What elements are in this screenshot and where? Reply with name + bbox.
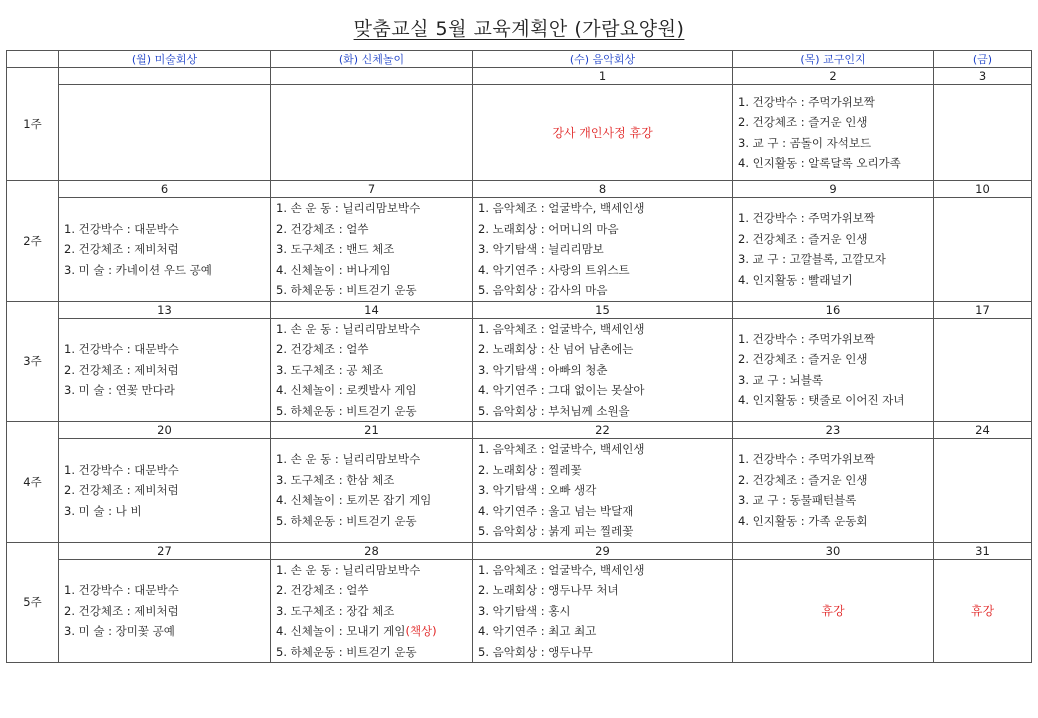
activity-item: 1. 음악체조 : 얼굴박수, 백세인생 <box>478 201 645 215</box>
activity-item: 2. 노래회상 : 어머니의 마음 <box>478 221 619 236</box>
activity-item: 3. 악기탐색 : 오빠 생각 <box>478 483 597 497</box>
date-cell: 28 <box>271 542 473 559</box>
activity-item: 3. 교 구 : 뇌블록 <box>738 372 824 387</box>
date-cell: 24 <box>934 422 1032 439</box>
activity-cell-monday <box>59 559 271 663</box>
activity-row <box>7 85 1032 181</box>
header-monday: (월) 미술회상 <box>59 51 271 68</box>
week-label: 2주 <box>7 181 59 302</box>
activity-item: 4. 인지활동 : 알록달록 오리가족 <box>738 156 901 170</box>
activity-cell-wednesday <box>473 198 733 302</box>
activity-item: 3. 도구체조 : 한삼 체조 <box>276 472 395 487</box>
activity-item: 1. 건강박수 : 대문박수 <box>64 342 179 356</box>
activity-item: 3. 미 술 : 나 비 <box>64 503 142 518</box>
activity-cell-monday <box>59 439 271 543</box>
activity-item: 2. 건강체조 : 제비처럼 <box>64 483 179 497</box>
activity-item: 2. 건강체조 : 제비처럼 <box>64 362 179 377</box>
activity-item: 4. 인지활동 : 가족 운동회 <box>738 513 868 528</box>
activity-row <box>7 439 1032 543</box>
activity-item: 4. 인지활동 : 빨래널기 <box>738 272 853 287</box>
activity-item: 2. 건강체조 : 얼쑤 <box>276 583 369 597</box>
activity-item: 2. 건강체조 : 즐거운 인생 <box>738 115 868 129</box>
activity-item: 4. 신체놀이 : 로켓발사 게임 <box>276 383 417 397</box>
activity-cell-wednesday <box>473 318 733 422</box>
date-cell-holiday: 15 <box>473 301 733 318</box>
activity-item: 1. 건강박수 : 대문박수 <box>64 221 179 236</box>
date-cell: 16 <box>733 301 934 318</box>
week-label: 1주 <box>7 68 59 181</box>
date-cell: 31 <box>934 542 1032 559</box>
date-cell <box>59 68 271 85</box>
activity-item: 1. 손 운 동 : 닐리리맘보박수 <box>276 452 421 467</box>
activity-item <box>276 621 472 642</box>
date-cell: 9 <box>733 181 934 198</box>
activity-item: 5. 하체운동 : 비트걷기 운동 <box>276 513 417 528</box>
date-cell: 8 <box>473 181 733 198</box>
activity-item: 1. 음악체조 : 얼굴박수, 백세인생 <box>478 562 645 577</box>
activity-cell-tuesday <box>271 559 473 663</box>
activity-item: 1. 손 운 동 : 닐리리맘보박수 <box>276 321 421 336</box>
header-row <box>7 51 1032 68</box>
date-cell: 30 <box>733 542 934 559</box>
desk-note: (책상) <box>405 624 437 638</box>
education-plan-table <box>6 50 1032 663</box>
activity-cell-friday <box>934 439 1032 543</box>
date-row <box>7 301 1032 318</box>
activity-cell-thursday <box>733 198 934 302</box>
activity-item: 2. 건강체조 : 즐거운 인생 <box>738 472 868 487</box>
date-cell: 23 <box>733 422 934 439</box>
activity-cell-friday <box>934 85 1032 181</box>
week-label: 5주 <box>7 542 59 663</box>
header-corner <box>7 51 59 68</box>
week-label: 4주 <box>7 422 59 543</box>
date-row <box>7 181 1032 198</box>
activity-item: 5. 음악회상 : 부처님께 소원을 <box>478 403 630 418</box>
activity-cell-tuesday <box>271 198 473 302</box>
date-row <box>7 68 1032 85</box>
activity-item: 1. 건강박수 : 대문박수 <box>64 583 179 597</box>
holiday-note: 휴강 <box>733 559 934 663</box>
activity-row <box>7 318 1032 422</box>
activity-cell-thursday <box>733 85 934 181</box>
activity-item: 4. 악기연주 : 그대 없이는 못살아 <box>478 383 645 397</box>
activity-item: 3. 미 술 : 장미꽃 공예 <box>64 624 175 638</box>
activity-item: 1. 음악체조 : 얼굴박수, 백세인생 <box>478 442 645 456</box>
activity-item: 2. 노래회상 : 앵두나무 처녀 <box>478 583 619 597</box>
activity-item: 3. 도구체조 : 밴드 체조 <box>276 242 395 256</box>
date-cell: 20 <box>59 422 271 439</box>
activity-item: 2. 노래회상 : 산 넘어 남촌에는 <box>478 342 634 356</box>
header-tuesday: (화) 신체놀이 <box>271 51 473 68</box>
activity-item: 3. 미 술 : 연꽃 만다라 <box>64 383 175 397</box>
activity-cell-thursday <box>733 318 934 422</box>
date-row <box>7 422 1032 439</box>
activity-item: 4. 악기연주 : 울고 넘는 박달재 <box>478 503 634 518</box>
activity-item: 4. 악기연주 : 사랑의 트위스트 <box>478 262 630 277</box>
activity-item: 5. 음악회상 : 붉게 피는 찔레꽃 <box>478 524 634 538</box>
activity-item: 3. 악기탐색 : 늴리리맘보 <box>478 242 604 256</box>
date-cell: 13 <box>59 301 271 318</box>
activity-item: 1. 건강박수 : 주먹가위보짝 <box>738 211 875 226</box>
date-cell: 21 <box>271 422 473 439</box>
date-cell-holiday: 6 <box>59 181 271 198</box>
activity-item: 5. 하체운동 : 비트걷기 운동 <box>276 403 417 418</box>
activity-row <box>7 559 1032 663</box>
activity-cell-monday <box>59 85 271 181</box>
activity-item: 1. 건강박수 : 대문박수 <box>64 462 179 477</box>
page-title <box>0 14 1038 41</box>
activity-item: 3. 도구체조 : 장갑 체조 <box>276 603 395 618</box>
activity-cell-tuesday <box>271 439 473 543</box>
date-cell: 14 <box>271 301 473 318</box>
date-cell <box>271 68 473 85</box>
activity-item: 5. 음악회상 : 감사의 마음 <box>478 283 608 297</box>
activity-cell-friday <box>934 198 1032 302</box>
date-cell: 17 <box>934 301 1032 318</box>
activity-cell-wednesday <box>473 439 733 543</box>
activity-cell-friday <box>934 318 1032 422</box>
activity-cell-monday <box>59 318 271 422</box>
activity-item: 2. 건강체조 : 제비처럼 <box>64 603 179 618</box>
date-cell: 1 <box>473 68 733 85</box>
activity-item: 3. 교 구 : 고깔블록, 고깔모자 <box>738 252 886 267</box>
activity-row <box>7 198 1032 302</box>
activity-item: 5. 하체운동 : 비트걷기 운동 <box>276 283 417 297</box>
activity-item: 5. 하체운동 : 비트걷기 운동 <box>276 644 417 659</box>
activity-item: 3. 교 구 : 동물패턴블록 <box>738 493 857 508</box>
holiday-note: 휴강 <box>934 559 1032 663</box>
activity-cell-tuesday <box>271 318 473 422</box>
date-cell: 22 <box>473 422 733 439</box>
activity-item: 1. 손 운 동 : 닐리리맘보박수 <box>276 562 421 577</box>
activity-item: 3. 악기탐색 : 홍시 <box>478 603 571 618</box>
activity-item: 2. 건강체조 : 얼쑤 <box>276 342 369 356</box>
date-cell: 3 <box>934 68 1032 85</box>
title-text: 맞춤교실 5월 교육계획안 (가람요양원) <box>353 18 685 40</box>
date-cell: 29 <box>473 542 733 559</box>
header-friday: (금) <box>934 51 1032 68</box>
activity-cell-monday <box>59 198 271 302</box>
cancellation-note: 강사 개인사정 휴강 <box>473 85 733 181</box>
activity-item: 1. 음악체조 : 얼굴박수, 백세인생 <box>478 321 645 336</box>
date-row <box>7 542 1032 559</box>
activity-item: 2. 건강체조 : 얼쑤 <box>276 221 369 236</box>
activity-cell-thursday <box>733 439 934 543</box>
date-cell: 7 <box>271 181 473 198</box>
activity-item: 2. 노래회상 : 찔레꽃 <box>478 462 582 477</box>
activity-cell-tuesday <box>271 85 473 181</box>
date-cell: 2 <box>733 68 934 85</box>
activity-item: 1. 손 운 동 : 닐리리맘보박수 <box>276 201 421 215</box>
activity-item: 4. 인지활동 : 탯줄로 이어진 자녀 <box>738 393 905 408</box>
activity-item: 4. 신체놀이 : 버나게임 <box>276 262 391 277</box>
activity-item: 1. 건강박수 : 주먹가위보짝 <box>738 331 875 346</box>
activity-item: 3. 미 술 : 카네이션 우드 공예 <box>64 262 212 277</box>
activity-item: 1. 건강박수 : 주먹가위보짝 <box>738 94 875 109</box>
activity-item: 4. 신체놀이 : 토끼몬 잡기 게임 <box>276 493 432 508</box>
activity-cell-wednesday <box>473 559 733 663</box>
activity-item: 5. 음악회상 : 앵두나무 <box>478 644 593 659</box>
header-thursday: (목) 교구인지 <box>733 51 934 68</box>
week-label: 3주 <box>7 301 59 422</box>
activity-item: 1. 건강박수 : 주먹가위보짝 <box>738 452 875 467</box>
activity-item: 3. 교 구 : 곰돌이 자석보드 <box>738 135 872 150</box>
date-cell: 27 <box>59 542 271 559</box>
header-wednesday: (수) 음악회상 <box>473 51 733 68</box>
date-cell: 10 <box>934 181 1032 198</box>
activity-item: 3. 도구체조 : 공 체조 <box>276 362 384 377</box>
activity-item: 2. 건강체조 : 제비처럼 <box>64 242 179 256</box>
activity-item: 3. 악기탐색 : 아빠의 청춘 <box>478 362 608 377</box>
activity-item: 4. 악기연주 : 최고 최고 <box>478 624 597 638</box>
activity-text: 4. 신체놀이 : 모내기 게임 <box>276 624 406 638</box>
activity-item: 2. 건강체조 : 즐거운 인생 <box>738 231 868 246</box>
activity-item: 2. 건강체조 : 즐거운 인생 <box>738 352 868 367</box>
